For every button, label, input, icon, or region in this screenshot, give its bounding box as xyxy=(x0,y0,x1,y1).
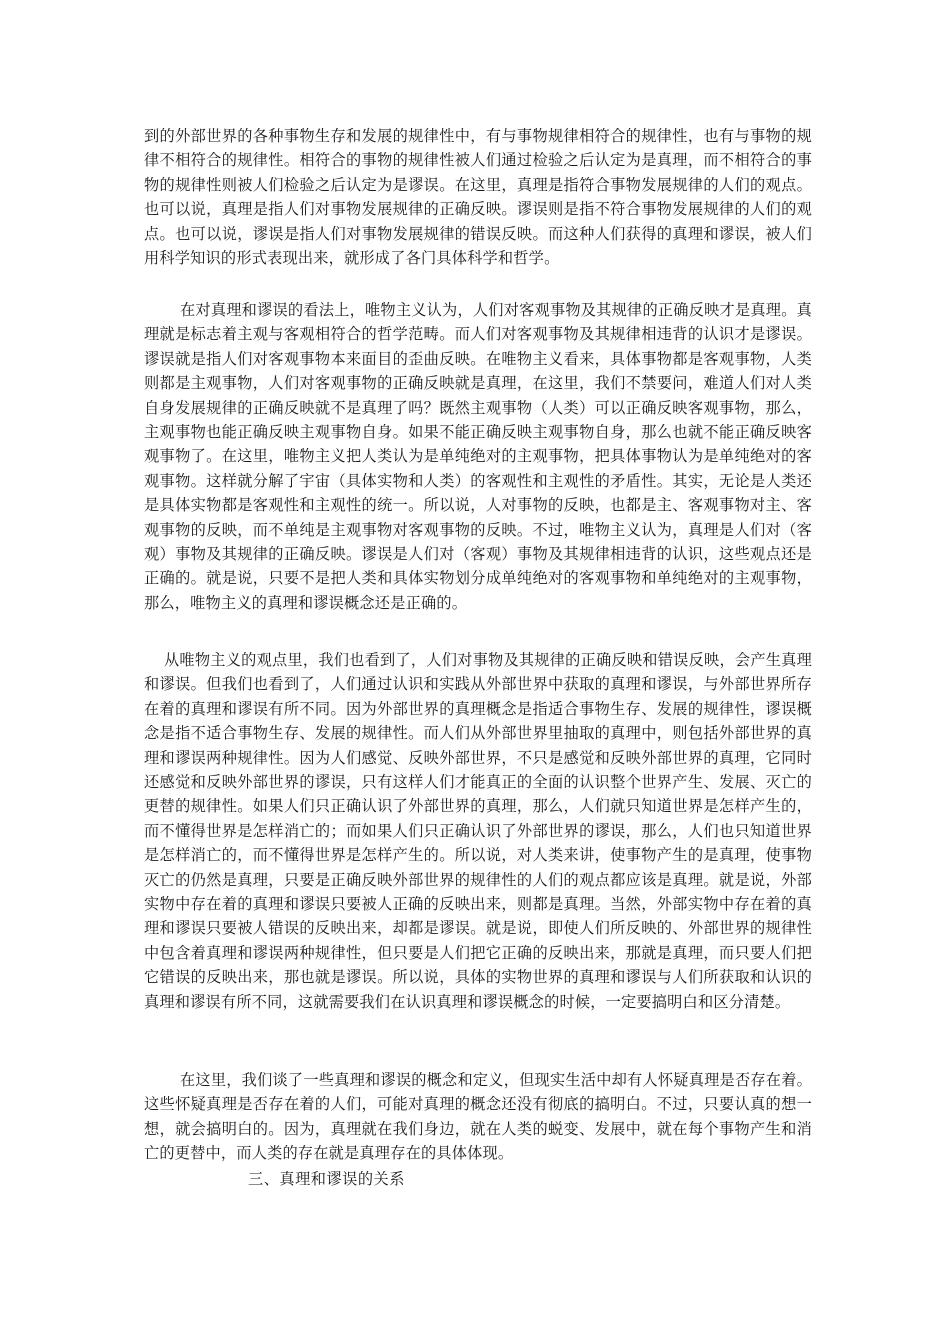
paragraph-3: 从唯物主义的观点里，我们也看到了，人们对事物及其规律的正确反映和错误反映，会产生真理和谬误。但我们也看到了，人们通过认识和实践从外部世界中获取的真理和谬误，与外部世界所存在着的真理和谬误有所不同。因为外部世界的真理概念是指适合事物生存、发展的规律性，谬误概念是指不适合事物生存、发展的规律性。而人们从外部世界里抽取的真理中，则包括外部世界的真理和谬误两种规律性。因为人们感觉、反映外部世界，不只是感觉和反映外部世界的真理，它同时还感觉和反映外部世界的谬误，只有这样人们才能真正的全面的认识整个世界产生、发展、灭亡的更替的规律性。如果人们只正确认识了外部世界的真理，那么，人们就只知道世界是怎样产生的，而不懂得世界是怎样消亡的；而如果人们只正确认识了外部世界的谬误，那么，人们也只知道世界是怎样消亡的，而不懂得世界是怎样产生的。所以说，对人类来讲，使事物产生的是真理，使事物灭亡的仍然是真理，只要是正确反映外部世界的规律性的人们的观点都应该是真理。就是说，外部实物中存在着的真理和谬误只要被人正确的反映出来，则都是真理。当然，外部实物中存在着的真理和谬误只要被人错误的反映出来，却都是谬误。就是说，即使人们所反映的、外部世界的规律性中包含着真理和谬误两种规律性，但只要是人们把它正确的反映出来，那就是真理，而只要人们把它错误的反映出来，那也就是谬误。所以说，具体的实物世界的真理和谬误与人们所获取和认识的真理和谬误有所不同，这就需要我们在认识真理和谬误概念的时候，一定要搞明白和区分清楚。 xyxy=(144,651,812,1011)
section-heading: 三、真理和谬误的关系 xyxy=(248,1170,405,1188)
paragraph-4: 在这里，我们谈了一些真理和谬误的概念和定义，但现实生活中却有人怀疑真理是否存在着。这些怀疑真理是否存在着的人们，可能对真理的概念还没有彻底的搞明白。不过，只要认真的想一想，就会搞明白的。因为，真理就在我们身边，就在人类的蜕变、发展中，就在每个事物产生和消亡的更替中，而人类的存在就是真理存在的具体体现。 xyxy=(144,1071,812,1163)
paragraph-2: 在对真理和谬误的看法上，唯物主义认为，人们对客观事物及其规律的正确反映才是真理。真理就是标志着主观与客观相符合的哲学范畴。而人们对客观事物及其规律相违背的认识才是谬误。谬误就是指人们对客观事物本来面目的歪曲反映。在唯物主义看来，具体事物都是客观事物，人类则都是主观事物，人们对客观事物的正确反映就是真理，在这里，我们不禁要问，难道人们对人类自身发展规律的正确反映就不是真理了吗？既然主观事物（人类）可以正确反映客观事物，那么，主观事物也能正确反映主观事物自身。如果不能正确反映主观事物自身，那么也就不能正确反映客观事物了。在这里，唯物主义把人类认为是单纯绝对的主观事物，把具体事物认为是单纯绝对的客观事物。这样就分解了宇宙（具体实物和人类）的客观性和主观性的矛盾性。其实，无论是人类还是具体实物都是客观性和主观性的统一。所以说，人对事物的反映，也都是主、客观事物对主、客观事物的反映，而不单纯是主观事物对客观事物的反映。不过，唯物主义认为，真理是人们对（客观）事物及其规律的正确反映。谬误是人们对（客观）事物及其规律相违背的认识，这些观点还是正确的。就是说，只要不是把人类和具体实物划分成单纯绝对的客观事物和单纯绝对的主观事物，那么，唯物主义的真理和谬误概念还是正确的。 xyxy=(144,301,812,612)
paragraph-1: 到的外部世界的各种事物生存和发展的规律性中，有与事物规律相符合的规律性，也有与事物的规律不相符合的规律性。相符合的事物的规律性被人们通过检验之后认定为是真理，而不相符合的事物的规律性则被人们检验之后认定为是谬误。在这里，真理是指符合事物发展规律的人们的观点。也可以说，真理是指人们对事物发展规律的正确反映。谬误则是指不符合事物发展规律的人们的观点。也可以说，谬误是指人们对事物发展规律的错误反映。而这种人们获得的真理和谬误，被人们用科学知识的形式表现出来，就形成了各门具体科学和哲学。 xyxy=(144,127,812,268)
